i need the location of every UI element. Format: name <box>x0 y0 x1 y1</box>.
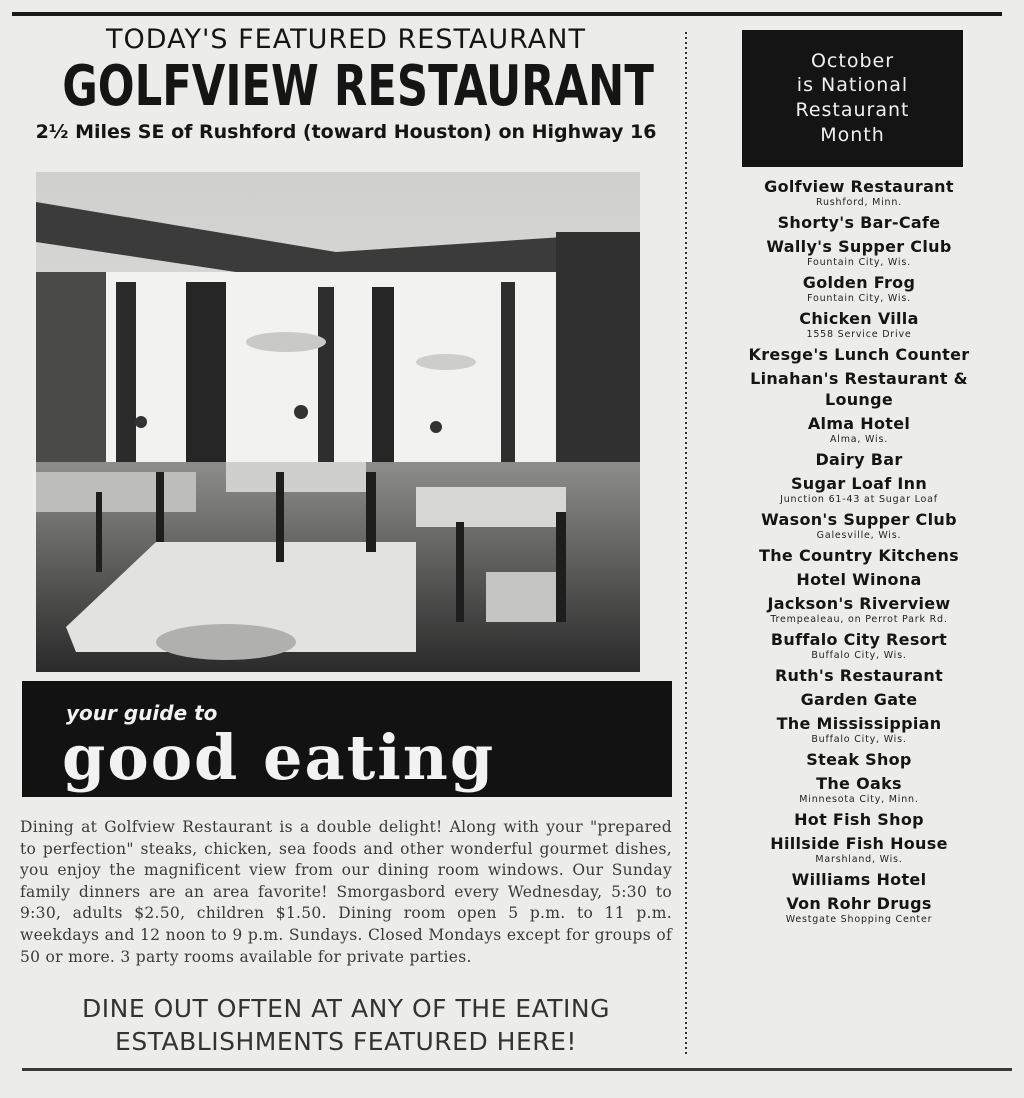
list-item: Hotel Winona <box>796 570 922 589</box>
cta-line-2: ESTABLISHMENTS FEATURED HERE! <box>115 1027 577 1056</box>
list-item: Jackson's Riverview Trempealeau, on Perrot Park Rd. <box>767 594 951 625</box>
cta-line-1: DINE OUT OFTEN AT ANY OF THE EATING <box>82 994 610 1023</box>
list-item: Chicken Villa 1558 Service Drive <box>799 309 919 340</box>
list-item: Hot Fish Shop <box>794 810 924 829</box>
good-eating-banner <box>22 681 672 797</box>
list-item: Steak Shop <box>806 750 912 769</box>
list-item: Golfview Restaurant Rushford, Minn. <box>764 177 954 208</box>
bottom-rule <box>22 1068 1012 1071</box>
restaurant-location: 2½ Miles SE of Rushford (toward Houston) on Highway 16 <box>35 121 657 143</box>
promo-line-4: Month <box>820 124 885 146</box>
list-item: Kresge's Lunch Counter <box>748 345 970 364</box>
list-item: Garden Gate <box>800 690 918 709</box>
list-item: Shorty's Bar-Cafe <box>777 213 941 232</box>
list-item: Wally's Supper Club Fountain City, Wis. <box>766 237 952 268</box>
restaurant-name: GOLFVIEW RESTAURANT <box>62 54 654 119</box>
call-to-action <box>16 992 676 1058</box>
list-item: Wason's Supper Club Galesville, Wis. <box>761 510 957 541</box>
featured-ad <box>16 22 676 1056</box>
list-item: Williams Hotel <box>791 870 927 889</box>
list-item: Ruth's Restaurant <box>774 666 944 685</box>
list-item: Buffalo City Resort Buffalo City, Wis. <box>770 630 948 661</box>
restaurant-list <box>728 176 990 926</box>
national-restaurant-month-box <box>742 30 963 167</box>
list-item: The Country Kitchens <box>759 546 959 565</box>
promo-line-3: Restaurant <box>795 99 910 121</box>
promo-line-2: is National <box>796 74 909 96</box>
list-item: Sugar Loaf Inn Junction 61-43 at Sugar Loaf <box>780 474 938 505</box>
column-divider <box>683 32 689 1057</box>
banner-tagline: your guide to <box>66 701 218 725</box>
ad-body-text: Dining at Golfview Restaurant is a double delight! Along with your "prepared to perfection" steaks, chicken, sea foods and other wonderful gourmet dishes, you enjoy the magnificent view from our dining room windows. Our Sunday family dinners are an area favorite! Smorgasbord every Wednesday, 5:30 to 9:30, adults $2.50, children $1.50. Dining room open 5 p.m. to 11 p.m. weekdays and 12 noon to 9 p.m. Sundays. Closed Mondays except for groups of 50 or more. 3 party rooms available for private parties. <box>20 818 672 966</box>
list-item: Dairy Bar <box>815 450 903 469</box>
list-item: Golden Frog Fountain City, Wis. <box>802 273 916 304</box>
dining-room-photo <box>36 172 640 672</box>
list-item: The Oaks Minnesota City, Minn. <box>799 774 919 805</box>
list-item: Hillside Fish House Marshland, Wis. <box>770 834 948 865</box>
list-item: Von Rohr Drugs Westgate Shopping Center <box>785 894 933 925</box>
top-rule <box>12 12 1002 16</box>
banner-headline: good eating <box>62 721 496 794</box>
list-item: The Mississippian Buffalo City, Wis. <box>776 714 942 745</box>
list-item: Linahan's Restaurant & <box>750 369 968 388</box>
list-item: Lounge <box>824 390 894 409</box>
list-item: Alma Hotel Alma, Wis. <box>807 414 911 445</box>
featured-kicker: TODAY'S FEATURED RESTAURANT <box>106 24 586 55</box>
promo-line-1: October <box>810 50 895 72</box>
